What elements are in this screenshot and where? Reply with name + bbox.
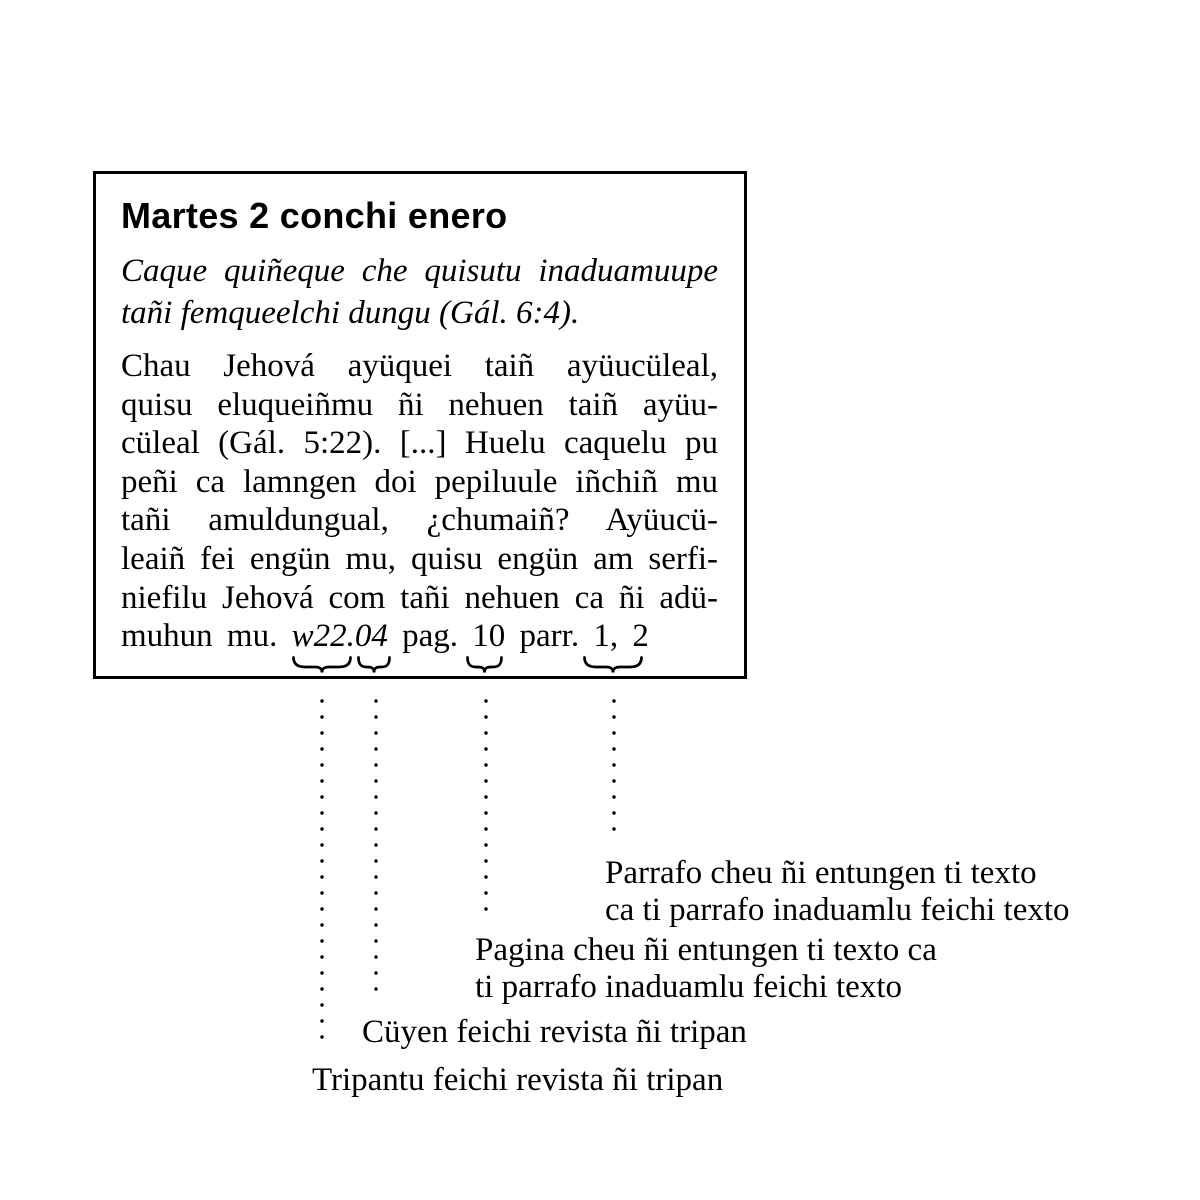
citation-paragraph-numbers: 1, 2 [593,618,649,655]
page-underbrace-icon [466,656,503,674]
comment-line: tañi amuldungual, ¿chumaiñ? Ayüucü- [121,502,718,539]
comment-line: leaiñ fei engün mu, quisu engün am serfi- [121,540,718,577]
callout-line: ti parrafo inaduamlu feichi texto [475,969,903,1005]
comment-line: Chau Jehová ayüquei taiñ ayüucüleal, [121,348,718,384]
citation-line [121,617,718,656]
callout-line: ca ti parrafo inaduamlu feichi texto [605,892,1070,928]
year-callout-label [312,1062,723,1099]
citation-prefix: muhun mu. [121,618,278,655]
scripture-text [121,250,718,334]
month-callout-label [362,1014,747,1051]
comment-line: peñi ca lamngen doi pepiluule iñchiñ mu [121,463,718,500]
paragraph-underbrace-icon [583,656,643,674]
comment-line: cüleal (Gál. 5:22). [...] Huelu caquelu pu [121,425,718,462]
scripture-line: Caque quiñeque che quisutu inaduamuupe [121,253,718,289]
scripture-line: tañi femqueelchi dungu (Gál. 6:4). [121,295,580,331]
magazine-issue-reference: w22.04 [291,618,388,655]
paragraph-callout-label [605,855,1070,929]
month-underbrace-icon [357,656,391,674]
page-callout-label [475,932,937,1006]
citation-page-word: pag. [402,618,459,655]
citation-paragraph-word: parr. [519,618,580,655]
callout-line: Tripantu feichi revista ñi tripan [312,1062,724,1098]
comment-line: niefilu Jehová com tañi nehuen ca ñi adü- [121,579,718,616]
year-underbrace-icon [292,656,352,674]
daily-text-box [93,171,747,679]
comment-text [121,347,718,656]
citation-page-number: 10 [472,618,506,655]
comment-line: quisu eluqueiñmu ñi nehuen taiñ ayüu- [121,386,718,423]
callout-line: Cüyen feichi revista ñi tripan [362,1014,747,1050]
date-title: Martes 2 conchi enero [121,195,508,236]
callout-line: Parrafo cheu ñi entungen ti texto [605,855,1037,891]
callout-line: Pagina cheu ñi entungen ti texto ca [475,932,937,968]
